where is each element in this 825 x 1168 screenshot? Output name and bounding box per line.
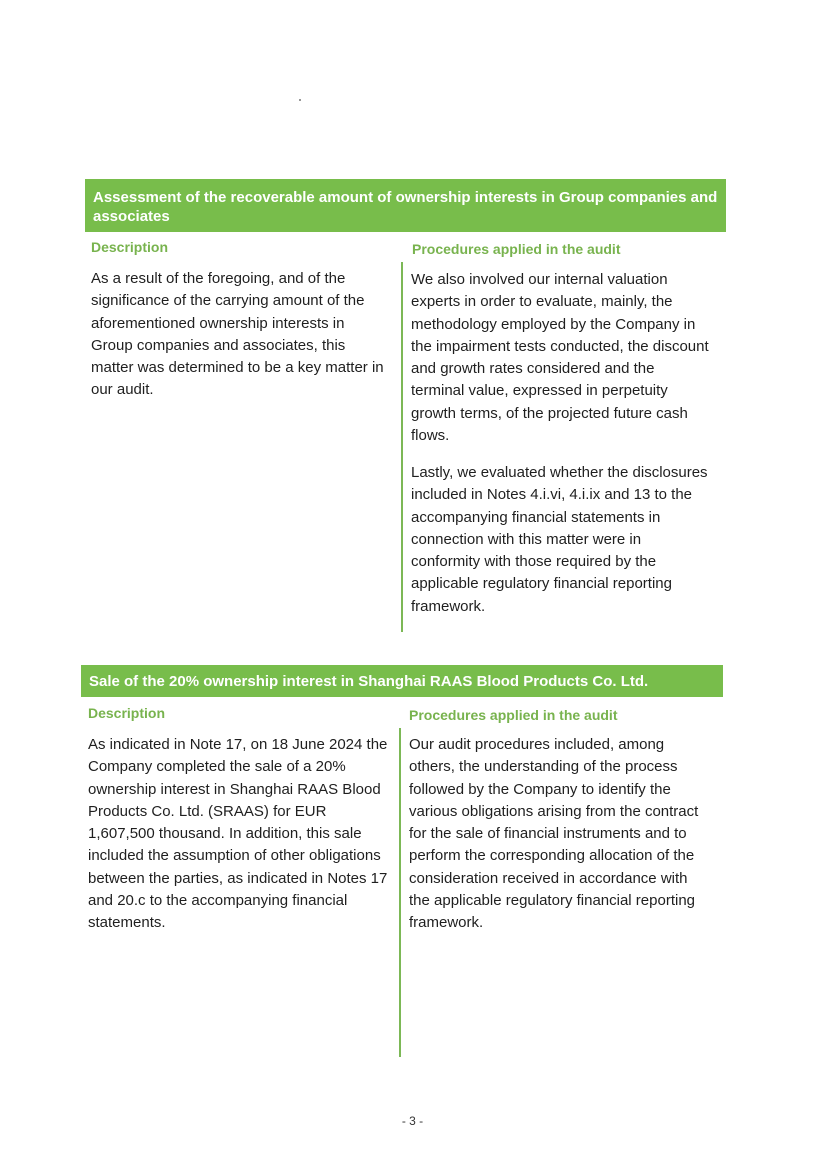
section-1-title: Assessment of the recoverable amount of ownership interests in Group companies and associates xyxy=(85,179,726,232)
section-1-description-text: As a result of the foregoing, and of the significance of the carrying amount of the aforementioned ownership interests in Group companies and associates, this matter was determined to be a key matter in our audit. xyxy=(91,270,384,399)
section-2-column-divider xyxy=(399,728,401,1057)
section-2-description-heading: Description xyxy=(88,705,166,721)
section-2-procedures-heading: Procedures applied in the audit xyxy=(409,707,618,723)
scan-speck xyxy=(299,99,301,101)
section-2-description-text: As indicated in Note 17, on 18 June 2024 the Company completed the sale of a 20% ownership interest in Shanghai RAAS Blood Products Co. Ltd. (SRAAS) for EUR 1,607,500 thousand. In addition, this sale included the assumption of other obligations between the parties, as indicated in Notes 17 and 20.c to the accompanying financial statements. xyxy=(88,736,388,932)
section-1-column-divider xyxy=(401,262,403,632)
section-2-procedures-text: Our audit procedures included, among others, the understanding of the process followed by the Company to identify the various obligations arising from the contract for the sale of financial instruments and to perform the corresponding allocation of the consideration received in accordance with the applicable regulatory financial reporting framework. xyxy=(409,736,699,932)
page-number: - 3 - xyxy=(401,1114,424,1128)
section-1-procedures-heading: Procedures applied in the audit xyxy=(412,241,621,257)
section-2-title: Sale of the 20% ownership interest in Shanghai RAAS Blood Products Co. Ltd. xyxy=(81,665,723,697)
section-1-procedures-text-2: Lastly, we evaluated whether the disclosures included in Notes 4.i.vi, 4.i.ix and 13 to the accompanying financial statements in connection with this matter were in conformity with those required by the applicable regulatory financial reporting framework. xyxy=(411,464,708,615)
section-1-description-heading: Description xyxy=(91,239,169,255)
section-1-procedures-text-1: We also involved our internal valuation experts in order to evaluate, mainly, the methodology employed by the Company in the impairment tests conducted, the discount and growth rates considered and the terminal value, expressed in perpetuity growth terms, of the projected future cash flows. xyxy=(411,271,709,445)
